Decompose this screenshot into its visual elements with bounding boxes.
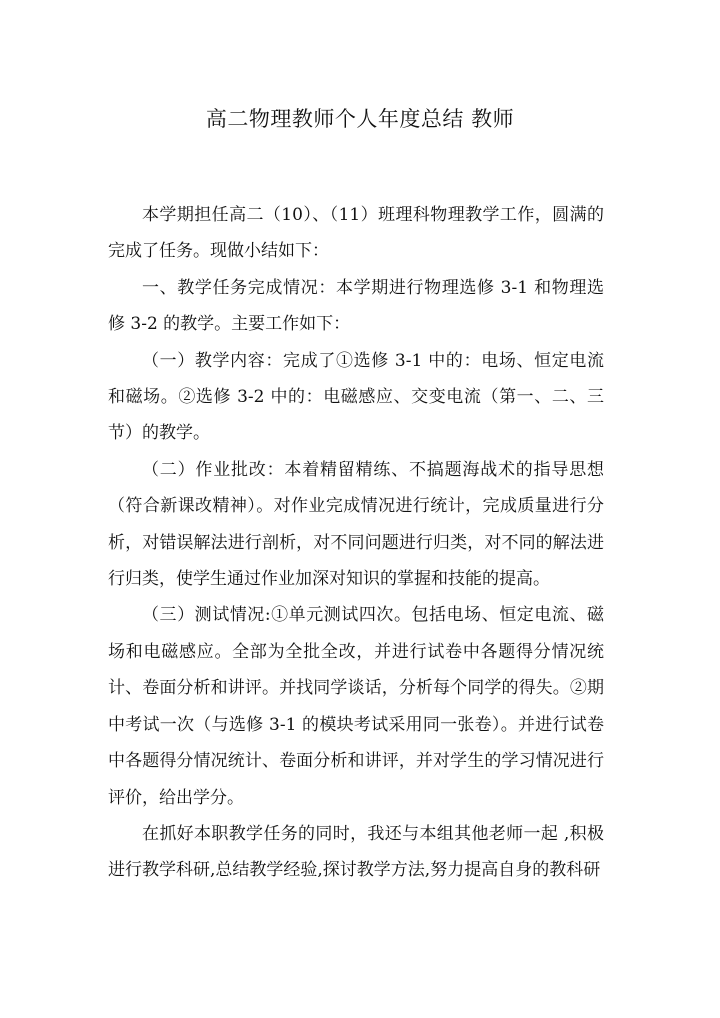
paragraph-homework: （二）作业批改：本着精留精练、不搞题海战术的指导思想（符合新课改精神）。对作业完成情况进行统计，完成质量进行分析，对错误解法进行剖析，对不同问题进行归类，对不同的解法进行归类，使学生通过作业加深对知识的掌握和技能的提高。	[108, 459, 604, 590]
paragraph-testing: （三）测试情况:①单元测试四次。包括电场、恒定电流、磁场和电磁感应。全部为全批全改，并进行试卷中各题得分情况统计、卷面分析和讲评。并找同学谈话，分析每个同学的得失。②期中考试一次（与选修 3-1 的模块考试采用同一张卷）。并进行试卷中各题得分情况统计、卷面分析和讲评，并对学生的学习情况进行评价，给出学分。	[108, 605, 604, 808]
document-body	[108, 197, 604, 889]
document-title: 高二物理教师个人年度总结 教师	[205, 107, 515, 131]
paragraph-section-1: 一、教学任务完成情况：本学期进行物理选修 3-1 和物理选修 3-2 的教学。主要工作如下：	[108, 277, 604, 335]
paragraph-research: 在抓好本职教学任务的同时，我还与本组其他老师一起 ,积极进行教学科研,总结教学经验,探讨教学方法,努力提高自身的教科研	[108, 823, 604, 881]
paragraph-teaching-content: （一）教学内容：完成了①选修 3-1 中的：电场、恒定电流和磁场。②选修 3-2 中的：电磁感应、交变电流（第一、二、三节）的教学。	[108, 350, 604, 444]
paragraph-intro: 本学期担任高二（10）、（11）班理科物理教学工作，圆满的完成了任务。现做小结如下：	[108, 205, 604, 262]
